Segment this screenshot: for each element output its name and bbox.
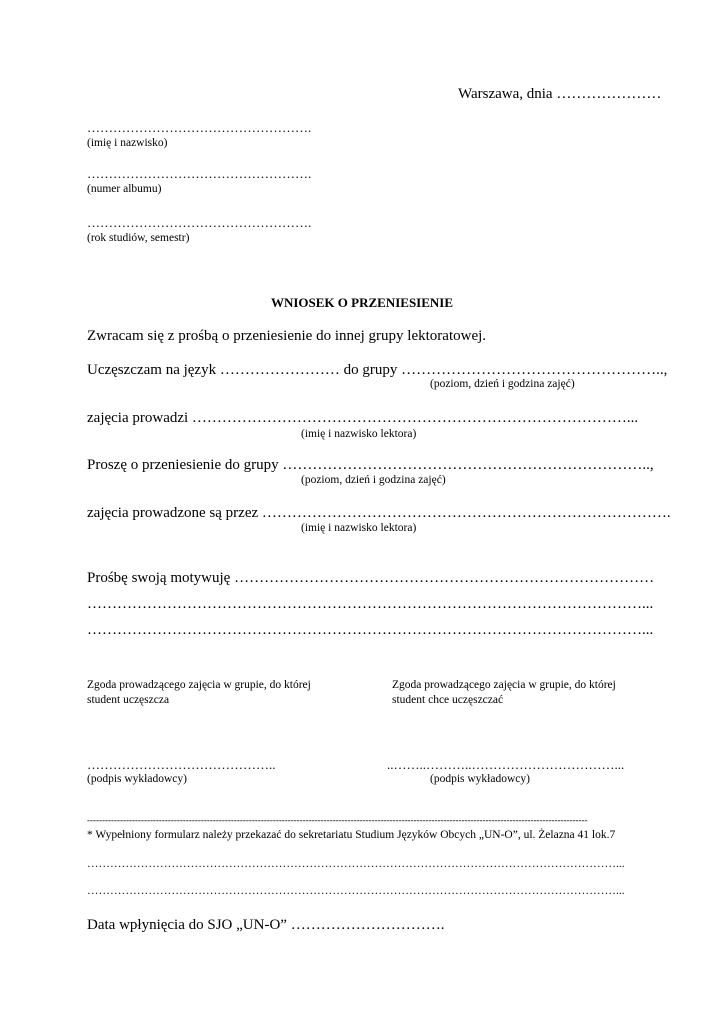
reason-line-3: …………………………………………………………………………………………………... — [87, 622, 654, 638]
request-sentence: Zwracam się z prośbą o przeniesienie do innej grupy lektoratowej. — [87, 328, 487, 344]
new-teacher-line: zajęcia prowadzone są przez ………………………………………………………………………. — [87, 505, 671, 521]
footer-blank-line-1: …………………………………………………………………………………………………………………………... — [87, 858, 625, 870]
album-number-line: ……………………………………………. — [87, 166, 312, 181]
consent-left-text-2: student uczęszcza — [87, 694, 170, 706]
left-signature-line: …………………………………….. — [87, 757, 276, 772]
consent-right-text-1: Zgoda prowadzącego zajęcia w grupie, do której — [392, 679, 616, 691]
attend-group-caption: (poziom, dzień i godzina zajęć) — [430, 378, 575, 390]
reason-line-2: …………………………………………………………………………………………………... — [87, 596, 654, 612]
transfer-group-caption: (poziom, dzień i godzina zajęć) — [301, 474, 446, 486]
right-signature-line: ..……..………..……………………………... — [387, 757, 625, 772]
received-date-line: Data wpłynięcia do SJO „UN-O” …………………………. — [87, 917, 445, 933]
footer-separator: ----------------------------------------------------------------------------------------------------------------------------------------------------------------------- — [87, 815, 588, 825]
footer-blank-line-2: …………………………………………………………………………………………………………………………... — [87, 885, 625, 897]
new-teacher-caption: (imię i nazwisko lektora) — [301, 522, 417, 534]
document-title: WNIOSEK O PRZENIESIENIE — [270, 295, 454, 310]
student-name-line: ……………………………………………. — [87, 120, 312, 135]
study-year-caption: (rok studiów, semestr) — [87, 232, 190, 244]
attend-language-line: Uczęszczam na język …………………… do grupy …………………………………………….., — [87, 362, 668, 378]
teacher-line: zajęcia prowadzi ……………………………………………………………………………... — [87, 410, 639, 426]
consent-left-text-1: Zgoda prowadzącego zajęcia w grupie, do której — [87, 679, 311, 691]
transfer-group-line: Proszę o przeniesienie do grupy ……………………………………………………………….., — [87, 457, 654, 473]
left-signature-caption: (podpis wykładowcy) — [87, 773, 187, 785]
right-signature-caption: (podpis wykładowcy) — [430, 773, 530, 785]
teacher-caption: (imię i nazwisko lektora) — [301, 428, 417, 440]
place-date: Warszawa, dnia ………………… — [458, 86, 662, 102]
consent-right-text-2: student chce uczęszczać — [392, 694, 504, 706]
study-year-line: ……………………………………………. — [87, 215, 312, 230]
reason-line: Prośbę swoją motywuję ………………………………………………………………………… — [87, 570, 655, 586]
footer-note: * Wypełniony formularz należy przekazać do sekretariatu Studium Języków Obcych „UN-O”, ul. Żelazna 41 lok.7 — [87, 829, 616, 841]
album-number-caption: (numer albumu) — [87, 183, 162, 195]
student-name-caption: (imię i nazwisko) — [87, 137, 168, 149]
